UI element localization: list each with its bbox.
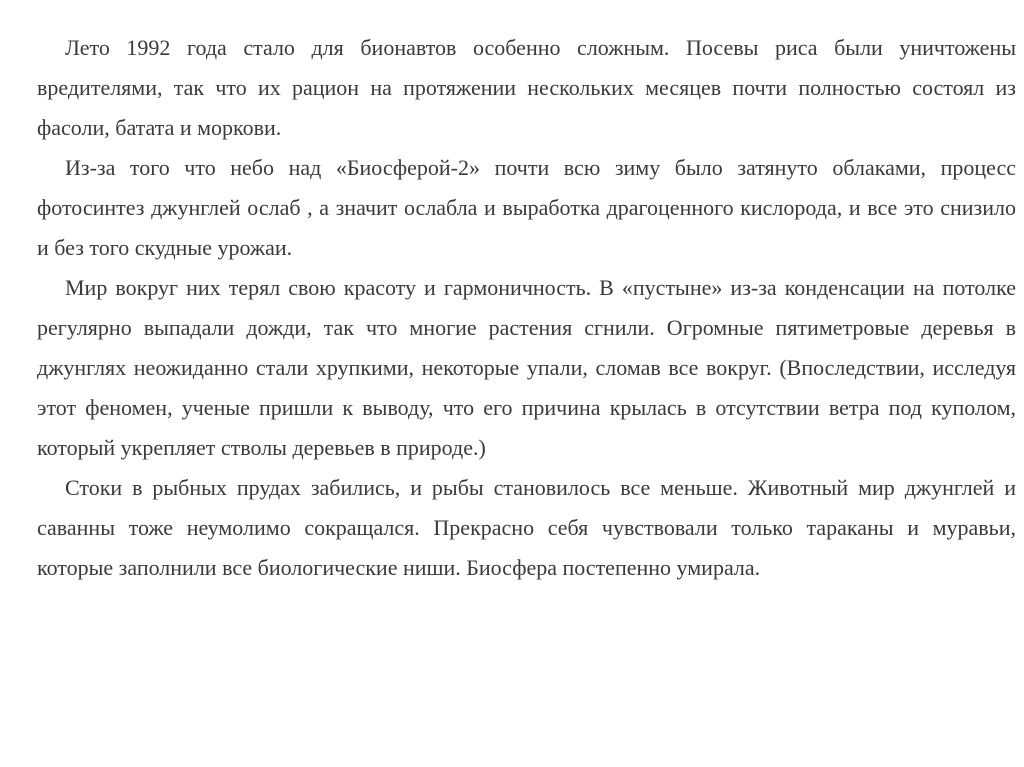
paragraph-4: Стоки в рыбных прудах забились, и рыбы становилось все меньше. Животный мир джунглей и саванны тоже неумолимо сокращался. Прекрасно себя чувствовали только тараканы и муравьи, которые заполнили все биологические ниши. Биосфера постепенно умирала.	[37, 475, 1016, 580]
paragraph-3: Мир вокруг них терял свою красоту и гармоничность. В «пустыне» из-за конденсации на потолке регулярно выпадали дожди, так что многие растения сгнили. Огромные пятиметровые деревья в джунглях неожиданно стали хрупкими, некоторые упали, сломав все вокруг. (Впоследствии, исследуя этот феномен, ученые пришли к выводу, что его причина крылась в отсутствии ветра под куполом, который укрепляет стволы деревьев в природе.)	[37, 275, 1016, 460]
document-body	[37, 28, 1016, 588]
paragraph-2: Из-за того что небо над «Биосферой-2» почти всю зиму было затянуто облаками, процесс фотосинтез джунглей ослаб , а значит ослабла и выработка драгоценного кислорода, и все это снизило и без того скудные урожаи.	[37, 155, 1016, 260]
paragraph-1: Лето 1992 года стало для бионавтов особенно сложным. Посевы риса были уничтожены вредителями, так что их рацион на протяжении нескольких месяцев почти полностью состоял из фасоли, батата и моркови.	[37, 35, 1016, 140]
